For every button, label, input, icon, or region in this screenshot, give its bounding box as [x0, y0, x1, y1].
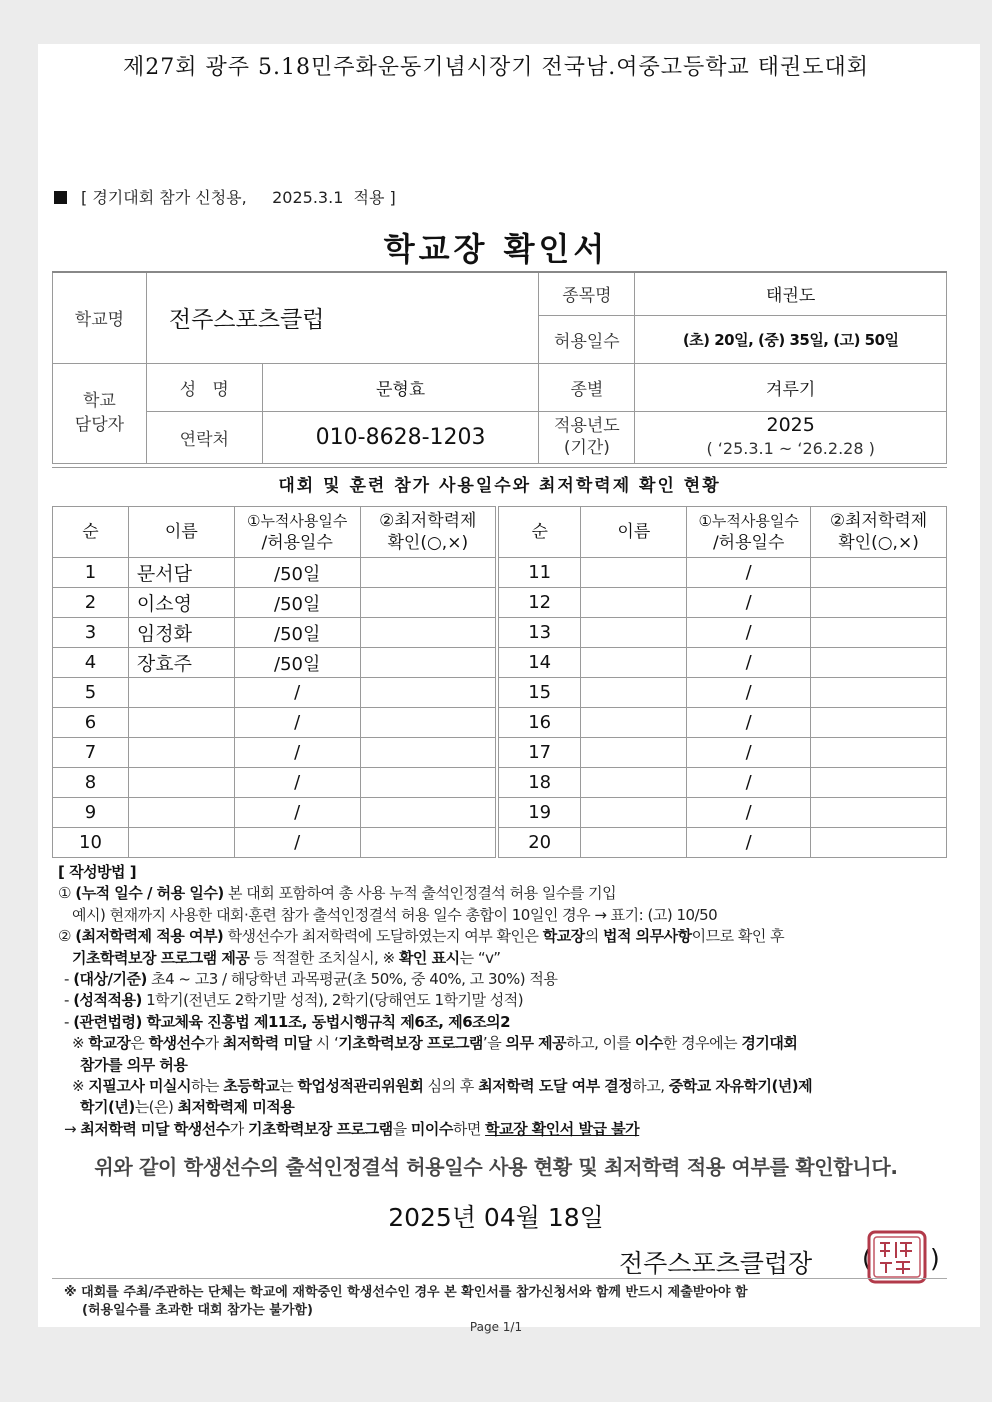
- seal-paren-close: ): [930, 1244, 940, 1273]
- row-number: 8: [53, 768, 129, 798]
- signer-title: 전주스포츠클럽장: [619, 1249, 813, 1278]
- academic-check: [811, 648, 947, 678]
- usage-days: /: [687, 738, 811, 768]
- usage-days: /: [687, 678, 811, 708]
- row-number: 14: [497, 648, 581, 678]
- note-text: 가: [229, 1119, 248, 1138]
- usage-days: /: [687, 828, 811, 858]
- note-11: [58, 1097, 958, 1118]
- academic-check: [360, 678, 497, 708]
- academic-check: [811, 768, 947, 798]
- athlete-name: [581, 708, 687, 738]
- academic-check: [811, 558, 947, 588]
- header-academic-right-line1: ②최저학력제: [829, 511, 928, 531]
- note-text: 심의 후: [423, 1077, 479, 1096]
- table-row: [53, 648, 947, 678]
- note-bold: (성적적용): [73, 991, 142, 1010]
- usage-days: /: [234, 738, 360, 768]
- contact-value: 010-8628-1203: [262, 411, 539, 463]
- row-number: 10: [53, 828, 129, 858]
- table-row: [53, 618, 947, 648]
- note-text: -: [64, 1012, 74, 1031]
- table-row: [53, 708, 947, 738]
- row-number: 9: [53, 798, 129, 828]
- manager-label-line1: 학교: [83, 391, 116, 411]
- event-label: 종목명: [539, 272, 635, 315]
- usage-days: /: [687, 768, 811, 798]
- academic-check: [360, 828, 497, 858]
- academic-check: [360, 708, 497, 738]
- note-10: [58, 1076, 958, 1097]
- academic-check: [360, 618, 497, 648]
- note-text: 하고,: [632, 1077, 669, 1096]
- note-text: 는 “v”: [459, 948, 501, 967]
- note-text: 하는: [191, 1077, 224, 1096]
- usage-days: /: [687, 588, 811, 618]
- table-row: [53, 798, 947, 828]
- academic-check: [811, 798, 947, 828]
- note-bold: 기초학력보장 프로그램: [338, 1034, 483, 1053]
- academic-check: [811, 678, 947, 708]
- academic-check: [360, 768, 497, 798]
- row-number: 13: [497, 618, 581, 648]
- year-label-line1: 적용년도: [554, 416, 620, 436]
- note-text: 는: [279, 1077, 298, 1096]
- note-bold: (관련법령) 학교체육 진흥법 제11조, 동법시행규칙 제6조, 제6조의2: [73, 1012, 511, 1031]
- note-text: 의: [584, 927, 603, 946]
- competition-title: 제27회 광주 5.18민주화운동기념시장기 전국남.여중고등학교 태권도대회: [122, 55, 869, 80]
- academic-check: [360, 558, 497, 588]
- athlete-name: [581, 828, 687, 858]
- note-bold: (누적 일수 / 허용 일수): [75, 884, 224, 903]
- note-6: [58, 990, 958, 1011]
- usage-days: /50일: [234, 558, 360, 588]
- note-text: ’을: [482, 1034, 506, 1053]
- note-text: 은: [130, 1034, 149, 1053]
- note-bold: 확인 표시: [398, 948, 460, 967]
- academic-check: [811, 828, 947, 858]
- table-row: [53, 678, 947, 708]
- note-bold: 참가를 의무 허용: [80, 1055, 188, 1074]
- footnote-line1: ※ 대회를 주최/주관하는 단체는 학교에 재학중인 학생선수인 경우 본 확인서를 참가신청서와 함께 반드시 제출받아야 함: [64, 1285, 748, 1300]
- note-text: -: [64, 970, 74, 989]
- athlete-name: 임정화: [128, 618, 234, 648]
- year-value: 2025: [766, 414, 815, 436]
- writing-instructions: [58, 862, 958, 1140]
- note-text: 을: [392, 1119, 411, 1138]
- academic-check: [360, 648, 497, 678]
- row-number: 12: [497, 588, 581, 618]
- athlete-name: 장효주: [128, 648, 234, 678]
- note-text: 1학기(전년도 2학기말 성적), 2학기(당해연도 1학기말 성적): [141, 991, 524, 1010]
- note-9: [58, 1055, 958, 1076]
- note-text: 는(은): [134, 1098, 178, 1117]
- row-number: 7: [53, 738, 129, 768]
- note-bold: 학교장: [542, 927, 585, 946]
- note-4: [58, 948, 958, 969]
- header-usage-right-line2: /허용일수: [712, 533, 785, 553]
- note-text: 본 대회 포함하여 총 사용 누적 출석인정결석 허용 일수를 기입: [223, 884, 617, 903]
- athlete-name: [581, 798, 687, 828]
- athlete-name: [128, 678, 234, 708]
- note-7: [58, 1012, 958, 1033]
- note-text: →: [64, 1119, 81, 1138]
- usage-days: /: [234, 828, 360, 858]
- school-value: 전주스포츠클럽: [146, 272, 539, 363]
- note-bold: 초등학교: [223, 1077, 280, 1096]
- header-academic-line1: ②최저학력제: [379, 511, 477, 531]
- year-label: [539, 411, 635, 463]
- header-usage-right-line1: ①누적사용일수: [698, 512, 799, 530]
- note-text: 이므로 확인 후: [691, 927, 785, 946]
- category-value: 겨루기: [635, 363, 947, 411]
- athlete-name: [581, 618, 687, 648]
- note-bold: 학기(년): [80, 1098, 135, 1117]
- athlete-name: [581, 588, 687, 618]
- note-12: [58, 1119, 958, 1140]
- note-text: 하고, 이를: [566, 1034, 635, 1053]
- note-bold: 최저학력 미달 학생선수: [80, 1119, 230, 1138]
- note-bold: 학교장 확인서 발급 불가: [485, 1119, 640, 1138]
- note-text: ①: [58, 884, 76, 903]
- header-academic-right-line2: 확인(○,×): [838, 533, 919, 553]
- table-row: [53, 768, 947, 798]
- usage-days: /: [687, 708, 811, 738]
- table-row: [53, 828, 947, 858]
- note-bold: 지필고사 미실시: [88, 1077, 191, 1096]
- usage-days: /: [234, 768, 360, 798]
- usage-days: /50일: [234, 618, 360, 648]
- athlete-name: [128, 798, 234, 828]
- academic-check: [360, 798, 497, 828]
- row-number: 20: [497, 828, 581, 858]
- header-academic: [360, 507, 497, 558]
- note-text: 학생선수가 최저학력에 도달하였는지 여부 확인은: [223, 927, 543, 946]
- academic-check: [811, 618, 947, 648]
- manager-label: [53, 363, 147, 463]
- header-usage-line1: ①누적사용일수: [247, 512, 348, 530]
- academic-check: [360, 588, 497, 618]
- header-usage: [234, 507, 360, 558]
- row-number: 5: [53, 678, 129, 708]
- issue-date: 2025년 04월 18일: [388, 1203, 604, 1232]
- table-row: [53, 588, 947, 618]
- note-bold: (대상/기준): [73, 970, 147, 989]
- athlete-name: [581, 768, 687, 798]
- contact-label: 연락처: [146, 411, 262, 463]
- row-number: 1: [53, 558, 129, 588]
- notes-heading: [ 작성방법 ]: [58, 863, 137, 881]
- row-number: 19: [497, 798, 581, 828]
- note-bold: 경기대회: [741, 1034, 798, 1053]
- note-bold: 미이수: [410, 1119, 453, 1138]
- header-academic-right: [811, 507, 947, 558]
- note-text: 시 ‘: [311, 1034, 339, 1053]
- official-seal-stamp: [866, 1229, 928, 1285]
- row-number: 3: [53, 618, 129, 648]
- header-no-right: 순: [497, 507, 581, 558]
- academic-check: [811, 708, 947, 738]
- note-bold: 기초학력보장 프로그램: [247, 1119, 393, 1138]
- note-2: 예시) 현재까지 사용한 대회·훈련 참가 출석인정결석 허용 일수 총합이 10일인 경우 → 표기: (고) 10/50: [72, 905, 718, 924]
- note-text: 초4 ~ 고3 / 해당학년 과목평균(초 50%, 중 40%, 고 30%) 적용: [146, 970, 558, 989]
- manager-name-value: 문형효: [262, 363, 539, 411]
- usage-days: /50일: [234, 648, 360, 678]
- note-text: -: [64, 991, 74, 1010]
- note-text: ※: [72, 1034, 89, 1053]
- note-bold: 최저학력제 미적용: [177, 1098, 295, 1117]
- header-no: 순: [53, 507, 129, 558]
- note-bold: 학생선수: [148, 1034, 205, 1053]
- athlete-name: 문서담: [128, 558, 234, 588]
- event-value: 태권도: [635, 272, 947, 315]
- row-number: 6: [53, 708, 129, 738]
- info-table: [52, 271, 947, 464]
- usage-days: /50일: [234, 588, 360, 618]
- academic-check: [811, 738, 947, 768]
- note-bold: 이수: [634, 1034, 663, 1053]
- athlete-table: [52, 506, 947, 858]
- note-bold: 학업성적관리위원회: [297, 1077, 424, 1096]
- usage-line: [54, 185, 396, 208]
- note-text: 가: [204, 1034, 223, 1053]
- status-title: 대회 및 훈련 참가 사용일수와 최저학력제 확인 현황: [52, 467, 947, 506]
- note-1: [58, 883, 958, 904]
- note-8: [58, 1033, 958, 1054]
- athlete-table-header: [53, 507, 947, 558]
- note-5: [58, 969, 958, 990]
- year-cell: [635, 411, 947, 463]
- period-value: ( ‘25.3.1 ~ ‘26.2.28 ): [706, 439, 875, 458]
- row-number: 2: [53, 588, 129, 618]
- athlete-name: [581, 678, 687, 708]
- page-number: Page 1/1: [469, 1320, 523, 1334]
- allowed-days-value: (초) 20일, (중) 35일, (고) 50일: [635, 315, 947, 363]
- square-bullet-icon: [54, 191, 67, 204]
- header-usage-right: [687, 507, 811, 558]
- note-bold: 학교장: [88, 1034, 131, 1053]
- document-title: 학교장 확인서: [383, 230, 609, 268]
- academic-check: [811, 588, 947, 618]
- name-label: 성 명: [146, 363, 262, 411]
- manager-label-line2: 담당자: [74, 415, 125, 435]
- header-academic-line2: 확인(○,×): [387, 533, 469, 553]
- note-text: 등 적절한 조치실시, ※: [249, 948, 399, 967]
- usage-days: /: [687, 648, 811, 678]
- usage-days: /: [687, 798, 811, 828]
- row-number: 4: [53, 648, 129, 678]
- usage-days: /: [234, 678, 360, 708]
- note-bold: 중학교 자유학기(년)제: [668, 1077, 813, 1096]
- note-bold: 법적 의무사항: [602, 927, 692, 946]
- usage-days: /: [687, 558, 811, 588]
- header-name-right: 이름: [581, 507, 687, 558]
- table-row: [53, 558, 947, 588]
- note-bold: 의무 제공: [505, 1034, 567, 1053]
- row-number: 17: [497, 738, 581, 768]
- row-number: 18: [497, 768, 581, 798]
- confirmation-statement: 위와 같이 학생선수의 출석인정결석 허용일수 사용 현황 및 최저학력 적용 여부를 확인합니다.: [94, 1155, 898, 1179]
- usage-days: /: [234, 708, 360, 738]
- school-label: 학교명: [53, 272, 147, 363]
- header-usage-line2: /허용일수: [261, 533, 333, 553]
- note-3: [58, 926, 958, 947]
- academic-check: [360, 738, 497, 768]
- seal-paren-open: (: [862, 1244, 872, 1273]
- footnote: [64, 1284, 944, 1320]
- note-text: 하면: [452, 1119, 486, 1138]
- year-label-line2: (기간): [563, 438, 610, 458]
- note-bold: (최저학력제 적용 여부): [75, 927, 224, 946]
- usage-days: /: [687, 618, 811, 648]
- note-text: 한 경우에는: [662, 1034, 742, 1053]
- note-bold: 최저학력 미달: [222, 1034, 312, 1053]
- row-number: 16: [497, 708, 581, 738]
- allowed-days-label: 허용일수: [539, 315, 635, 363]
- athlete-name: [581, 558, 687, 588]
- row-number: 11: [497, 558, 581, 588]
- note-text: ※: [72, 1077, 89, 1096]
- note-text: ②: [58, 927, 76, 946]
- header-name: 이름: [128, 507, 234, 558]
- footnote-divider: [52, 1278, 947, 1279]
- athlete-name: [128, 768, 234, 798]
- athlete-name: [128, 738, 234, 768]
- athlete-name: [581, 648, 687, 678]
- note-bold: 기초학력보장 프로그램 제공: [72, 948, 250, 967]
- note-bold: 최저학력 도달 여부 결정: [478, 1077, 633, 1096]
- row-number: 15: [497, 678, 581, 708]
- usage-days: /: [234, 798, 360, 828]
- athlete-name: 이소영: [128, 588, 234, 618]
- footnote-line2: (허용일수를 초과한 대회 참가는 불가함): [82, 1303, 313, 1318]
- athlete-name: [128, 828, 234, 858]
- athlete-name: [128, 708, 234, 738]
- athlete-name: [581, 738, 687, 768]
- usage-line-text: [ 경기대회 참가 신청용, 2025.3.1 적용 ]: [81, 188, 396, 207]
- category-label: 종별: [539, 363, 635, 411]
- table-row: [53, 738, 947, 768]
